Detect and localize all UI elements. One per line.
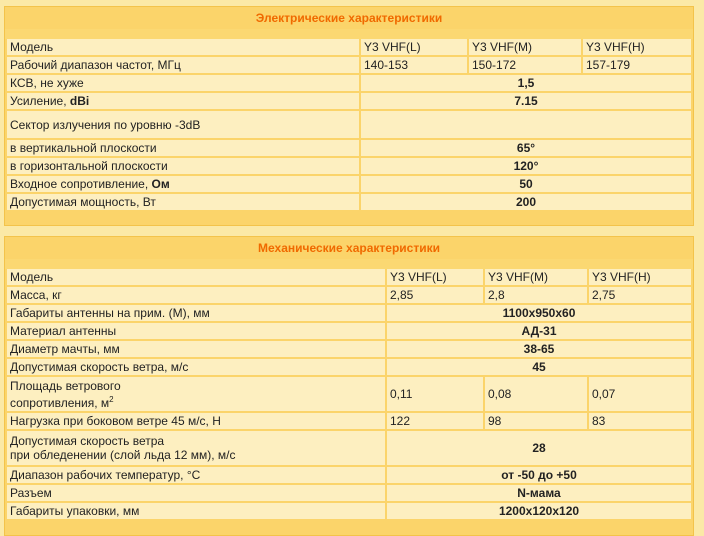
- power-label: Допустимая мощность, Вт: [7, 194, 359, 210]
- impedance-unit: Ом: [151, 177, 170, 191]
- electrical-panel: [4, 6, 694, 226]
- table-row: [7, 431, 691, 465]
- mass-h: 2,75: [589, 287, 691, 303]
- table-row: [7, 176, 691, 192]
- freq-h: 157-179: [583, 57, 691, 73]
- temp-label: Диапазон рабочих температур, °С: [7, 467, 385, 483]
- material-value: АД-31: [387, 323, 691, 339]
- electrical-title: Электрические характеристики: [255, 11, 443, 25]
- mechanical-title: Механические характеристики: [258, 241, 440, 255]
- table-row: [7, 359, 691, 375]
- model-l: Y3 VHF(L): [361, 39, 467, 55]
- table-row: [7, 341, 691, 357]
- table-row: [7, 305, 691, 321]
- sector-empty: [361, 111, 691, 138]
- load-h: 83: [589, 413, 691, 429]
- table-row: [7, 467, 691, 483]
- swr-value: 1,5: [361, 75, 691, 91]
- area-label-sup: 2: [109, 394, 114, 404]
- mast-value: 38-65: [387, 341, 691, 357]
- swr-label: КСВ, не хуже: [7, 75, 359, 91]
- mech-model-h: Y3 VHF(H): [589, 269, 691, 285]
- mech-model-label: Модель: [7, 269, 385, 285]
- mechanical-table: [5, 267, 693, 521]
- gain-value: 7.15: [361, 93, 691, 109]
- mass-m: 2,8: [485, 287, 587, 303]
- horizontal-value: 120°: [361, 158, 691, 174]
- vertical-label: в вертикальной плоскости: [7, 140, 359, 156]
- connector-value: N-мама: [387, 485, 691, 501]
- icewind-label-line2: при обледенении (слой льда 12 мм), м/с: [10, 448, 236, 462]
- load-m: 98: [485, 413, 587, 429]
- area-label-line2: сопротивления, м: [10, 395, 110, 410]
- dims-label: Габариты антенны на прим. (М), мм: [7, 305, 385, 321]
- table-row: [7, 377, 691, 411]
- mech-model-m: Y3 VHF(M): [485, 269, 587, 285]
- area-label-line1: Площадь ветрового: [10, 378, 121, 393]
- material-label: Материал антенны: [7, 323, 385, 339]
- table-row: [7, 39, 691, 55]
- table-row: [7, 485, 691, 501]
- power-value: 200: [361, 194, 691, 210]
- table-row: [7, 158, 691, 174]
- package-value: 1200x120x120: [387, 503, 691, 519]
- connector-label: Разъем: [7, 485, 385, 501]
- mass-l: 2,85: [387, 287, 483, 303]
- table-row: [7, 57, 691, 73]
- table-row: [7, 503, 691, 519]
- horizontal-label: в горизонтальной плоскости: [7, 158, 359, 174]
- area-label: [7, 377, 385, 411]
- area-h: 0,07: [589, 377, 691, 411]
- model-m: Y3 VHF(M): [469, 39, 581, 55]
- impedance-label-text: Входное сопротивление,: [10, 177, 152, 191]
- vertical-value: 65°: [361, 140, 691, 156]
- gain-unit: dBi: [69, 94, 90, 108]
- wind-label: Допустимая скорость ветра, м/с: [7, 359, 385, 375]
- table-row: [7, 413, 691, 429]
- table-row: [7, 194, 691, 210]
- icewind-label-line1: Допустимая скорость ветра: [10, 434, 165, 448]
- mechanical-panel: [4, 236, 694, 536]
- icewind-value: 28: [387, 431, 691, 465]
- area-l: 0,11: [387, 377, 483, 411]
- load-label: Нагрузка при боковом ветре 45 м/с, Н: [7, 413, 385, 429]
- dims-value: 1100x950x60: [387, 305, 691, 321]
- table-row: [7, 140, 691, 156]
- area-m: 0,08: [485, 377, 587, 411]
- table-row: [7, 111, 691, 138]
- freq-l: 140-153: [361, 57, 467, 73]
- icewind-label: [7, 431, 385, 465]
- table-row: [7, 323, 691, 339]
- wind-value: 45: [387, 359, 691, 375]
- table-row: [7, 287, 691, 303]
- table-row: [7, 75, 691, 91]
- sector-label-text: Сектор излучения по уровню -3: [10, 117, 186, 132]
- gain-label: [7, 93, 359, 109]
- freq-label: Рабочий диапазон частот, МГц: [7, 57, 359, 73]
- table-row: [7, 93, 691, 109]
- impedance-value: 50: [361, 176, 691, 192]
- model-label: Модель: [7, 39, 359, 55]
- gain-label-text: Усиление,: [10, 94, 70, 108]
- load-l: 122: [387, 413, 483, 429]
- model-h: Y3 VHF(H): [583, 39, 691, 55]
- mast-label: Диаметр мачты, мм: [7, 341, 385, 357]
- table-row: [7, 269, 691, 285]
- mass-label: Масса, кг: [7, 287, 385, 303]
- package-label: Габариты упаковки, мм: [7, 503, 385, 519]
- freq-m: 150-172: [469, 57, 581, 73]
- electrical-table: [5, 37, 693, 212]
- sector-label: [7, 111, 359, 138]
- impedance-label: [7, 176, 359, 192]
- mech-model-l: Y3 VHF(L): [387, 269, 483, 285]
- temp-value: от -50 до +50: [387, 467, 691, 483]
- sector-unit: dB: [185, 117, 201, 132]
